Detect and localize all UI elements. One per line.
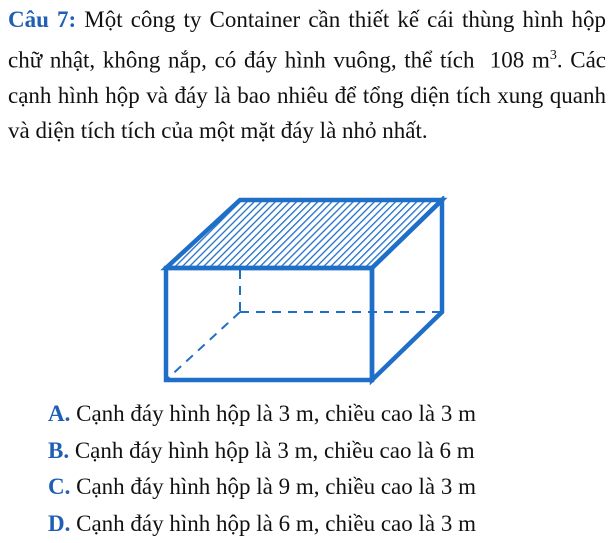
option-a[interactable] xyxy=(48,396,608,433)
answer-options xyxy=(48,396,608,542)
option-d[interactable] xyxy=(48,506,608,543)
hidden-left-bottom-edge xyxy=(166,312,240,380)
hidden-edges xyxy=(166,270,442,380)
option-a-text: Cạnh đáy hình hộp là 3 m, chiều cao là 3 m xyxy=(76,401,476,426)
option-b-label: B. xyxy=(48,437,70,463)
volume-exponent: 3 xyxy=(549,47,557,63)
option-c-label: C. xyxy=(48,474,71,499)
question-body-part2: . Các cạnh hình hộp và đáy là bao nhiêu để tổng diện tích xung quanh và diện tích tích của một mặt đáy là nhỏ nhất. xyxy=(8,47,607,144)
question-text xyxy=(8,2,606,149)
question-body-part1: Một công ty Container cần thiết kế cái thùng hình hộp chữ nhật, không nắp, có đáy hình vuông, thể tích xyxy=(8,7,607,73)
top-face-hatched xyxy=(166,200,442,268)
option-d-text: Cạnh đáy hình hộp là 6 m, chiều cao là 3 m xyxy=(76,510,476,536)
volume-value: 108 m xyxy=(489,47,550,73)
option-b-text: Cạnh đáy hình hộp là 3 m, chiều cao là 6 m xyxy=(74,437,475,463)
option-c[interactable] xyxy=(48,469,608,506)
option-d-label: D. xyxy=(48,510,71,536)
box-figure xyxy=(160,196,450,388)
front-face xyxy=(166,268,372,380)
option-b[interactable] xyxy=(48,433,608,470)
question-label: Câu 7: xyxy=(8,7,77,32)
option-c-text: Cạnh đáy hình hộp là 9 m, chiều cao là 3 m xyxy=(76,474,476,499)
option-a-label: A. xyxy=(48,401,71,426)
